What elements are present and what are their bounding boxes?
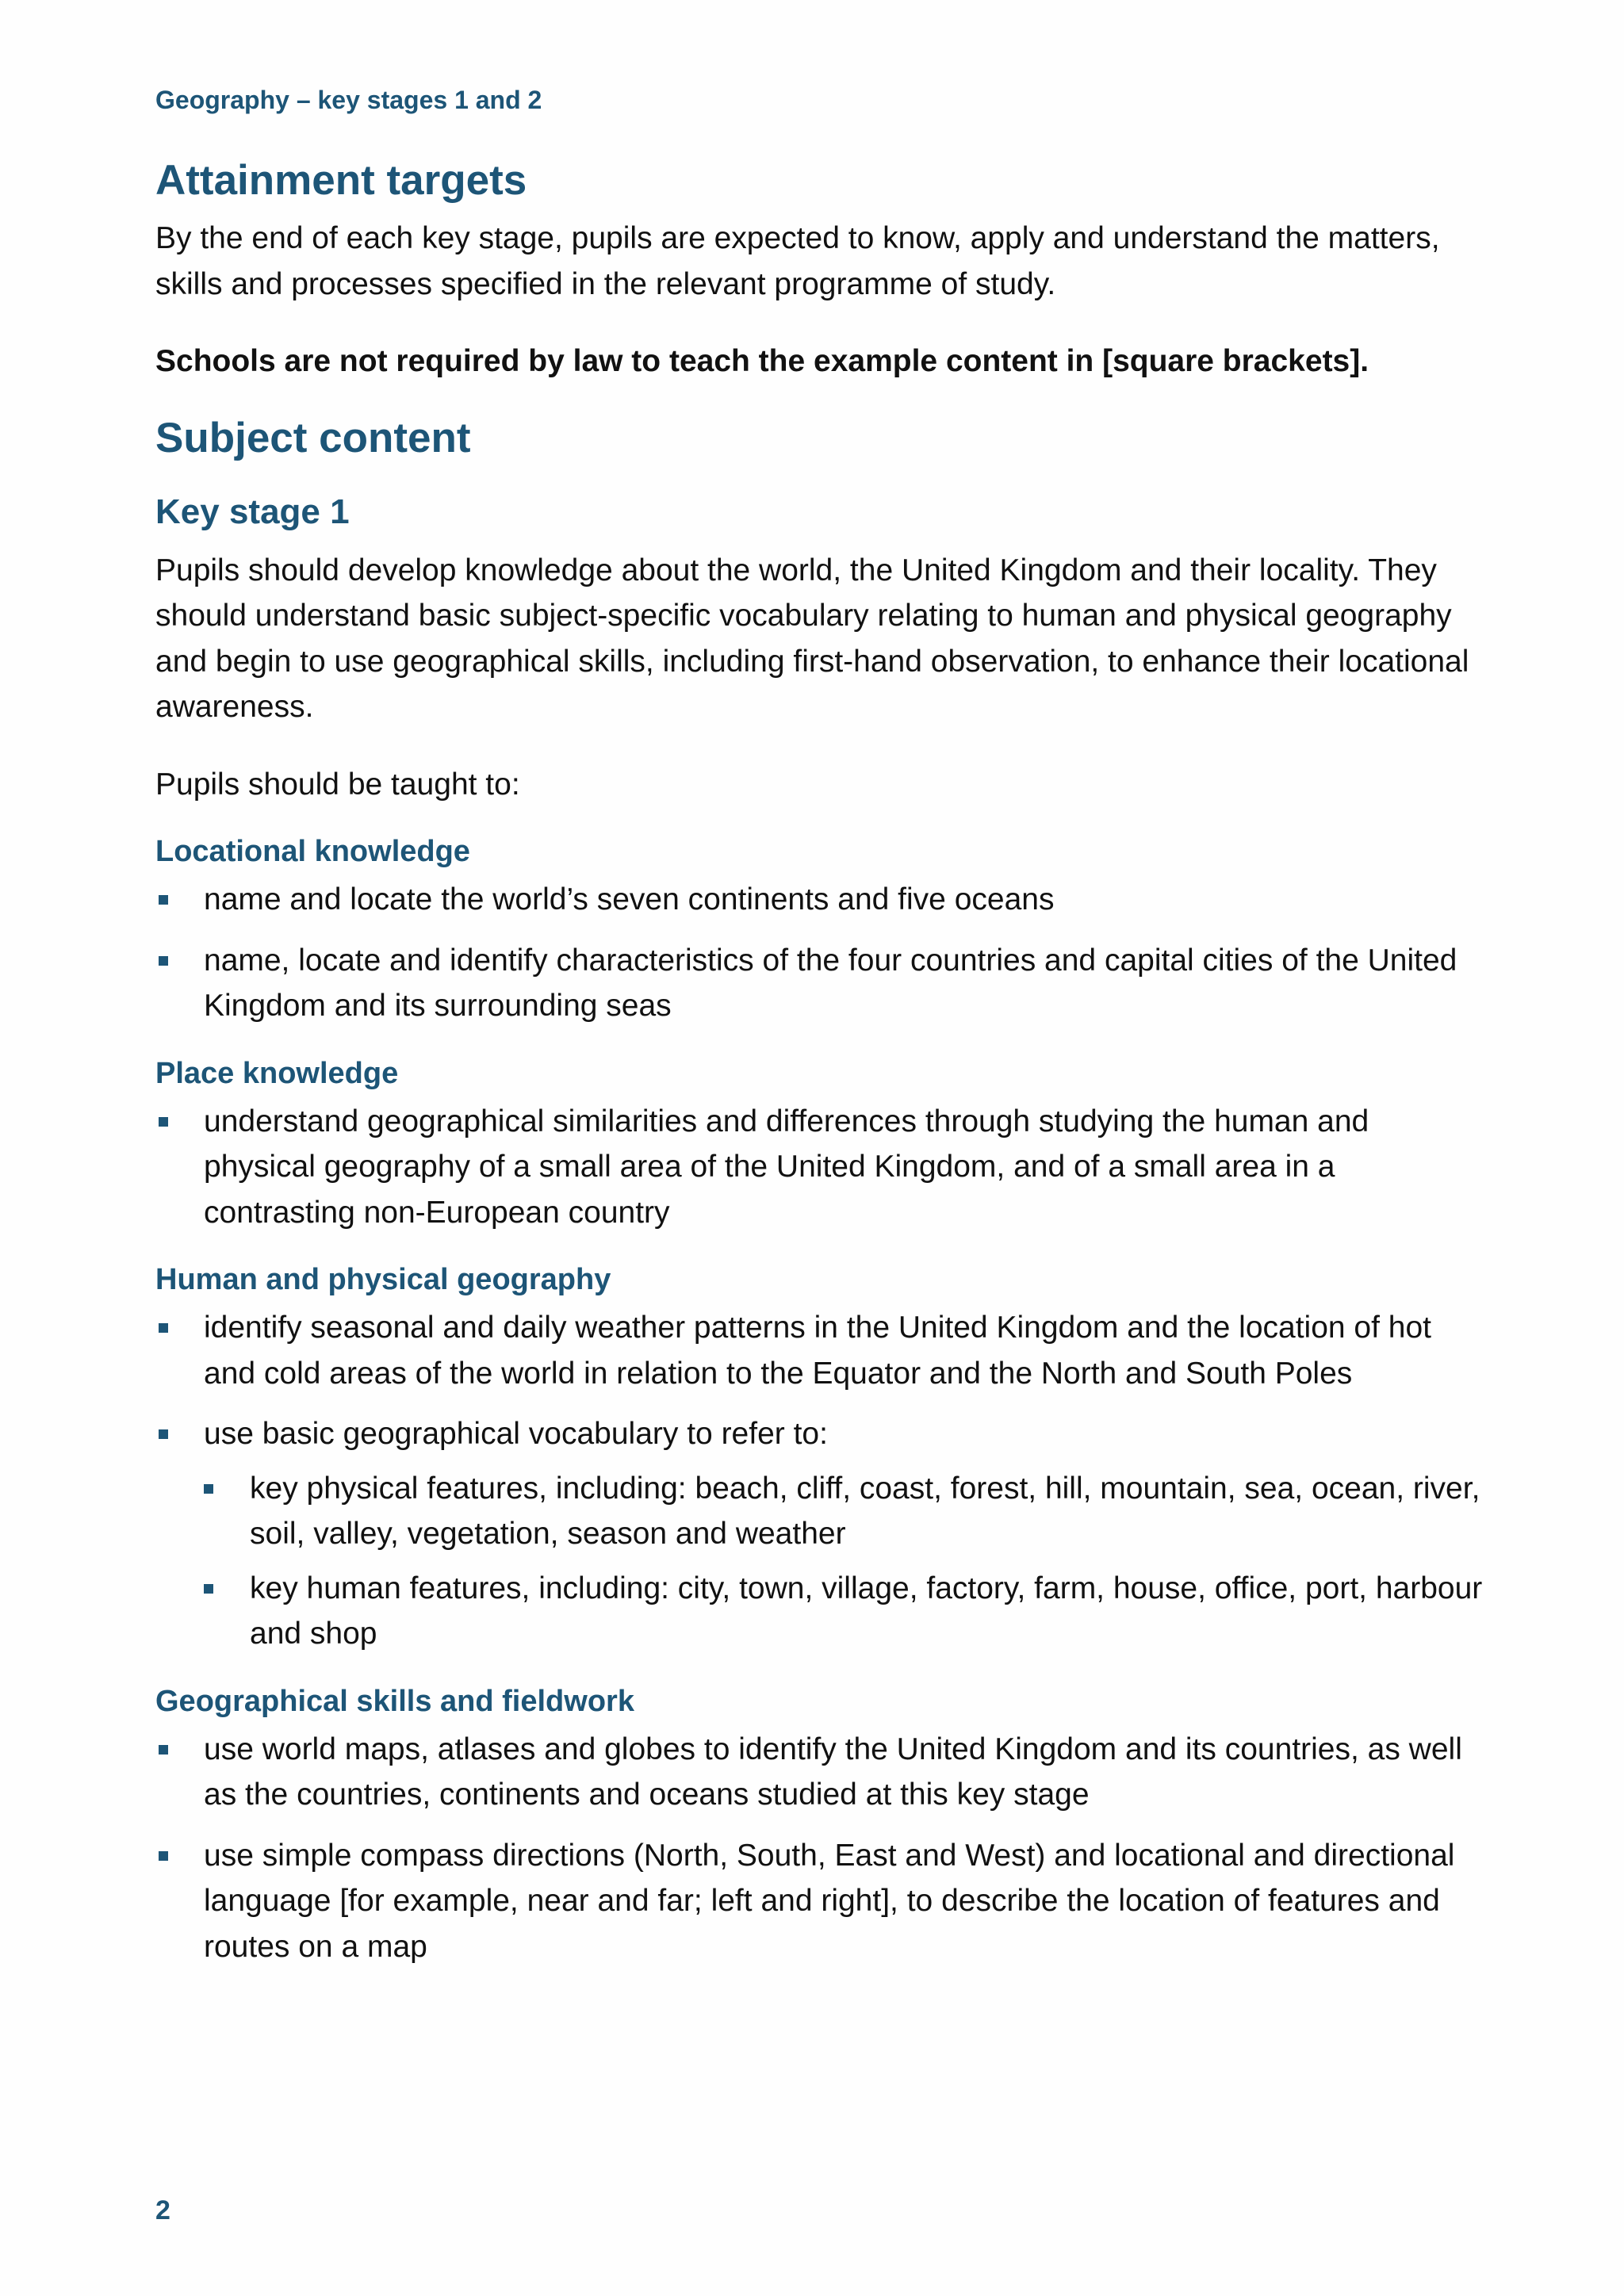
list-item xyxy=(155,877,1488,923)
square-bullet-icon xyxy=(159,1323,168,1333)
list-item xyxy=(155,1727,1488,1818)
place-knowledge-heading: Place knowledge xyxy=(155,1056,399,1090)
geographical-skills-heading: Geographical skills and fieldwork xyxy=(155,1684,634,1718)
list-item xyxy=(155,1305,1488,1396)
square-bullet-icon xyxy=(159,1851,168,1861)
square-bullet-icon xyxy=(159,895,168,905)
locational-knowledge-heading: Locational knowledge xyxy=(155,835,470,868)
sub-list-item-text: key human features, including: city, town, village, factory, farm, house, office, port, harbour and shop xyxy=(250,1571,1483,1651)
square-bullet-icon xyxy=(204,1584,213,1594)
attainment-targets-heading: Attainment targets xyxy=(155,157,527,204)
taught-to-line: Pupils should be taught to: xyxy=(155,767,520,802)
square-bullet-icon xyxy=(159,956,168,966)
attainment-intro: By the end of each key stage, pupils are expected to know, apply and understand the matters, skills and processes specified in the relevant programme of study. xyxy=(155,221,1440,301)
place-knowledge-list xyxy=(155,1099,1488,1236)
vocabulary-sub-list xyxy=(204,1466,1488,1657)
list-item-text: name and locate the world’s seven continents and five oceans xyxy=(204,882,1055,916)
list-item xyxy=(155,1833,1488,1970)
key-stage-1-heading: Key stage 1 xyxy=(155,492,350,531)
list-item-text: use basic geographical vocabulary to refer to: xyxy=(204,1417,828,1451)
geographical-skills-list xyxy=(155,1727,1488,1970)
running-header: Geography – key stages 1 and 2 xyxy=(155,86,542,114)
square-brackets-note: Schools are not required by law to teach the example content in [square brackets]. xyxy=(155,344,1369,378)
human-physical-geography-list xyxy=(155,1305,1488,1657)
list-item-text: name, locate and identify characteristics of the four countries and capital cities of the United Kingdom and its surrounding seas xyxy=(204,943,1457,1023)
list-item-text: understand geographical similarities and differences through studying the human and physical geography of a small area of the United Kingdom, and of a small area in a contrasting non-European country xyxy=(204,1104,1369,1230)
square-bullet-icon xyxy=(159,1117,168,1127)
list-item-text: use world maps, atlases and globes to identify the United Kingdom and its countries, as well as the countries, continents and oceans studied at this key stage xyxy=(204,1732,1462,1812)
human-physical-geography-heading: Human and physical geography xyxy=(155,1263,611,1296)
sub-list-item xyxy=(204,1466,1488,1557)
list-item xyxy=(155,1099,1488,1236)
square-bullet-icon xyxy=(159,1429,168,1439)
list-item-text: identify seasonal and daily weather patterns in the United Kingdom and the location of hot and cold areas of the world in relation to the Equator and the North and South Poles xyxy=(204,1311,1432,1391)
list-item xyxy=(155,938,1488,1029)
list-item-text: use simple compass directions (North, South, East and West) and locational and directional language [for example, near and far; left and right], to describe the location of features and routes on a map xyxy=(204,1838,1455,1964)
square-bullet-icon xyxy=(159,1745,168,1755)
locational-knowledge-list xyxy=(155,877,1488,1029)
key-stage-1-intro: Pupils should develop knowledge about the world, the United Kingdom and their locality. They should understand basic subject-specific vocabulary relating to human and physical geography and begin to use geographical skills, including first-hand observation, to enhance their locational awareness. xyxy=(155,553,1469,724)
list-item xyxy=(155,1411,1488,1657)
subject-content-heading: Subject content xyxy=(155,414,471,461)
sub-list-item xyxy=(204,1566,1488,1657)
page-content xyxy=(155,151,1488,1969)
page-number: 2 xyxy=(155,2195,170,2225)
sub-list-item-text: key physical features, including: beach, cliff, coast, forest, hill, mountain, sea, ocean, river, soil, valley, vegetation, season and weather xyxy=(250,1471,1480,1551)
square-bullet-icon xyxy=(204,1484,213,1494)
